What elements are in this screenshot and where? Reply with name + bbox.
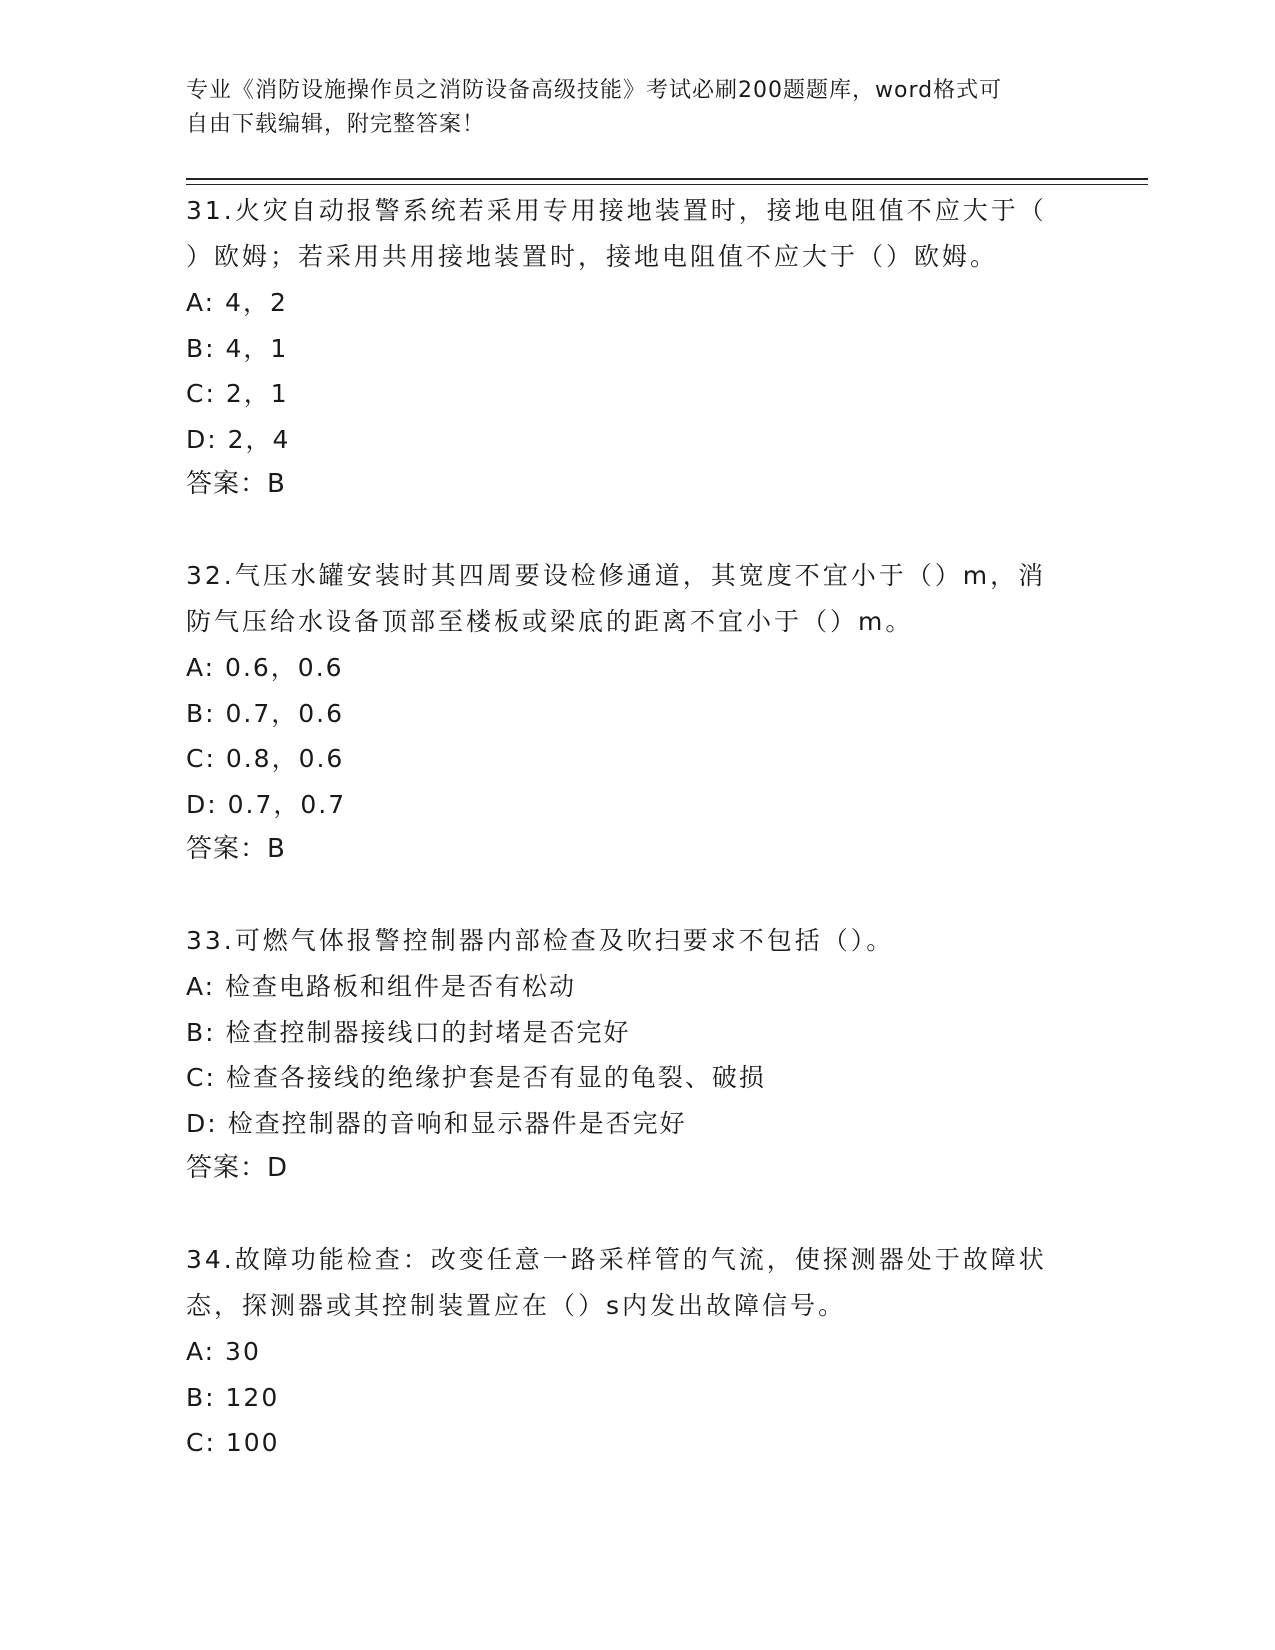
option-b: B: 120 [186, 1382, 280, 1412]
option-a: A: 0.6，0.6 [186, 653, 344, 682]
header-line-2: 自由下载编辑，附完整答案！ [186, 112, 486, 137]
question-spacer [186, 506, 1066, 553]
option-c: C: 2，1 [186, 379, 289, 408]
question-text-line: ）欧姆；若采用共用接地装置时，接地电阻值不应大于（）欧姆。 [186, 242, 999, 271]
answer-line: 答案：D [186, 1153, 289, 1183]
option-c: C: 检查各接线的绝缘护套是否有显的龟裂、破损 [186, 1063, 766, 1092]
answer-line: 答案：B [186, 469, 286, 499]
question-34 [186, 1237, 1066, 1466]
option-b: B: 0.7，0.6 [186, 698, 345, 728]
question-text-line: 32.气压水罐安装时其四周要设检修通道，其宽度不宜小于（）m，消 [186, 561, 1047, 590]
answer-line: 答案：B [186, 834, 286, 864]
question-spacer [186, 871, 1066, 918]
header-line-1: 专业《消防设施操作员之消防设备高级技能》考试必刷200题题库，word格式可 [186, 78, 1003, 103]
document-header [186, 74, 1066, 142]
question-list [186, 188, 1066, 1466]
header-divider-thick [186, 178, 1148, 180]
question-32 [186, 553, 1066, 871]
option-c: C: 100 [186, 1428, 280, 1457]
option-a: A: 检查电路板和组件是否有松动 [186, 972, 577, 1001]
header-divider-thin [186, 184, 1148, 185]
question-spacer [186, 1190, 1066, 1237]
option-b: B: 4，1 [186, 333, 289, 363]
question-text-line: 33.可燃气体报警控制器内部检查及吹扫要求不包括（）。 [186, 926, 895, 955]
question-33 [186, 918, 1066, 1190]
question-31 [186, 188, 1066, 506]
option-a: A: 4，2 [186, 288, 288, 317]
option-c: C: 0.8，0.6 [186, 744, 345, 773]
option-d: D: 2，4 [186, 424, 291, 454]
question-text-line: 34.故障功能检查：改变任意一路采样管的气流，使探测器处于故障状 [186, 1245, 1047, 1274]
question-text-line: 态，探测器或其控制装置应在（）s内发出故障信号。 [186, 1291, 847, 1320]
option-d: D: 检查控制器的音响和显示器件是否完好 [186, 1108, 687, 1138]
option-a: A: 30 [186, 1337, 261, 1366]
question-text-line: 防气压给水设备顶部至楼板或梁底的距离不宜小于（）m。 [186, 607, 914, 636]
option-b: B: 检查控制器接线口的封堵是否完好 [186, 1017, 631, 1047]
question-text-line: 31.火灾自动报警系统若采用专用接地装置时，接地电阻值不应大于（ [186, 196, 1047, 225]
option-d: D: 0.7，0.7 [186, 789, 347, 819]
